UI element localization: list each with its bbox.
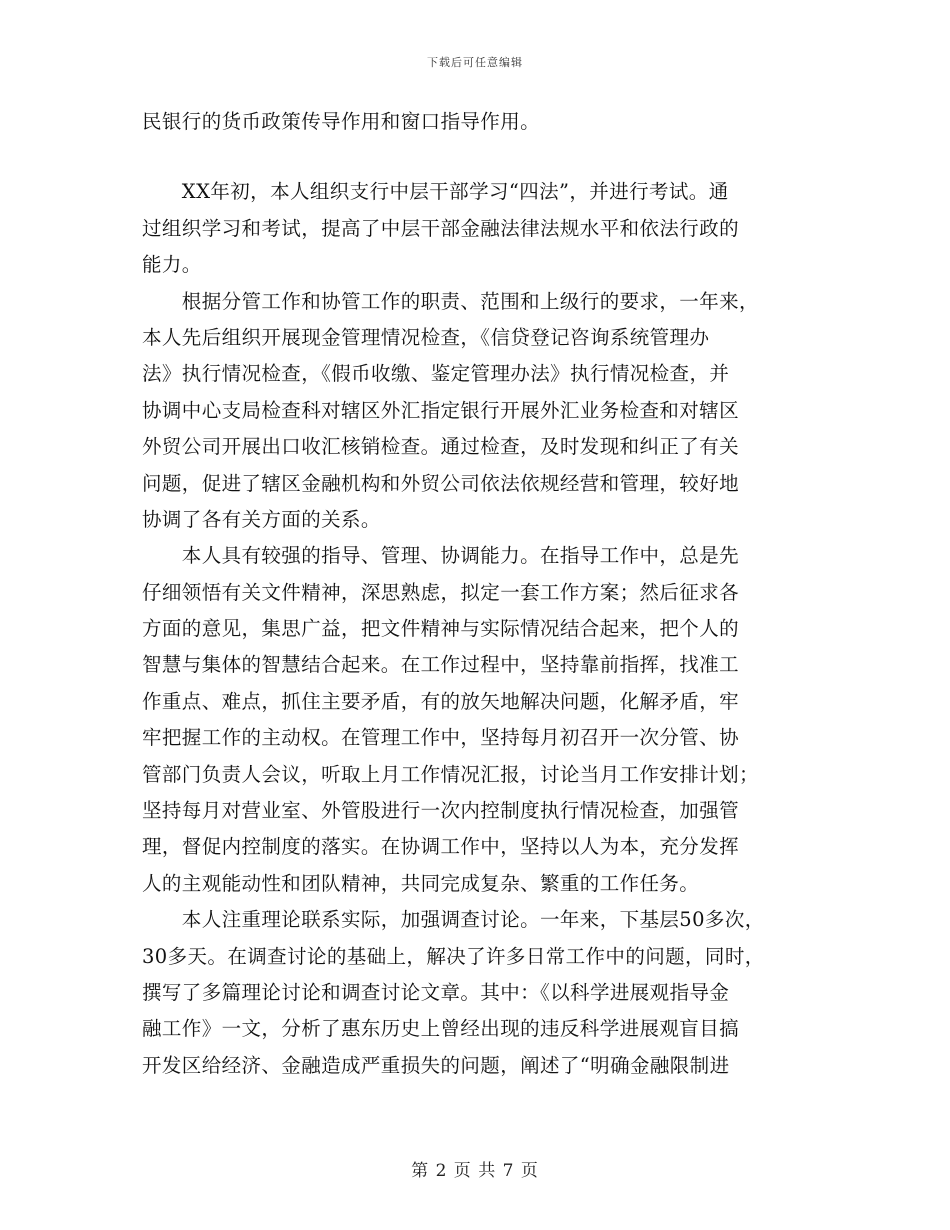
text-line: 本人具有较强的指导、管理、协调能力。在指导工作中，总是先	[142, 544, 740, 568]
page-header: 下载后可任意编辑	[427, 56, 523, 69]
text-line: 人的主观能动性和团队精神，共同完成复杂、繁重的工作任务。	[142, 871, 700, 895]
text-line: 能力。	[142, 253, 202, 277]
text-line: 外贸公司开展出口收汇核销检查。通过检查，及时发现和纠正了有关	[142, 435, 740, 459]
text-line: 协调中心支局检查科对辖区外汇指定银行开展外汇业务检查和对辖区	[142, 398, 740, 422]
text-line: 管部门负责人会议，听取上月工作情况汇报，讨论当月工作安排计划；	[142, 762, 759, 786]
text-line: XX年初，本人组织支行中层干部学习“四法”，并进行考试。通	[142, 180, 729, 204]
text-line: 根据分管工作和协管工作的职责、范围和上级行的要求，一年来，	[142, 289, 759, 313]
text-line: 融工作》一文，分析了惠东历史上曾经出现的违反科学进展观盲目搞	[142, 1017, 740, 1041]
text-line: 理，督促内控制度的落实。在协调工作中，坚持以人为本，充分发挥	[142, 835, 740, 859]
text-line: 协调了各有关方面的关系。	[142, 507, 381, 531]
text-line: 智慧与集体的智慧结合起来。在工作过程中，坚持靠前指挥，找准工	[142, 653, 740, 677]
text-line: 坚持每月对营业室、外管股进行一次内控制度执行情况检查，加强管	[142, 799, 740, 823]
text-line: 法》执行情况检查，《假币收缴、鉴定管理办法》执行情况检查，并	[142, 362, 730, 386]
text-line: 民银行的货币政策传导作用和窗口指导作用。	[142, 110, 541, 133]
text-line: 作重点、难点，抓住主要矛盾，有的放矢地解决问题，化解矛盾，牢	[142, 689, 740, 713]
document-body	[142, 104, 808, 1084]
text-line: 仔细领悟有关文件精神，深思熟虑，拟定一套工作方案；然后征求各	[142, 580, 740, 604]
text-line: 方面的意见，集思广益，把文件精神与实际情况结合起来，把个人的	[142, 617, 740, 641]
text-line: 撰写了多篇理论讨论和调查讨论文章。其中：《以科学进展观指导金	[142, 980, 730, 1004]
text-line: 牢把握工作的主动权。在管理工作中，坚持每月初召开一次分管、协	[142, 726, 740, 750]
text-line: 本人注重理论联系实际，加强调查讨论。一年来，下基层50多次，	[142, 908, 765, 932]
text-line: 开发区给经济、金融造成严重损失的问题，阐述了“明确金融限制进	[142, 1053, 730, 1077]
page-number-footer: 第 2 页 共 7 页	[411, 1161, 539, 1181]
text-line: 过组织学习和考试，提高了中层干部金融法律法规水平和依法行政的	[142, 216, 740, 240]
blank-line	[142, 140, 808, 174]
text-line: 30多天。在调查讨论的基础上，解决了许多日常工作中的问题，同时，	[142, 944, 765, 968]
text-line: 本人先后组织开展现金管理情况检查，《信贷登记咨询系统管理办	[142, 325, 710, 349]
text-line: 问题，促进了辖区金融机构和外贸公司依法依规经营和管理，较好地	[142, 471, 740, 495]
